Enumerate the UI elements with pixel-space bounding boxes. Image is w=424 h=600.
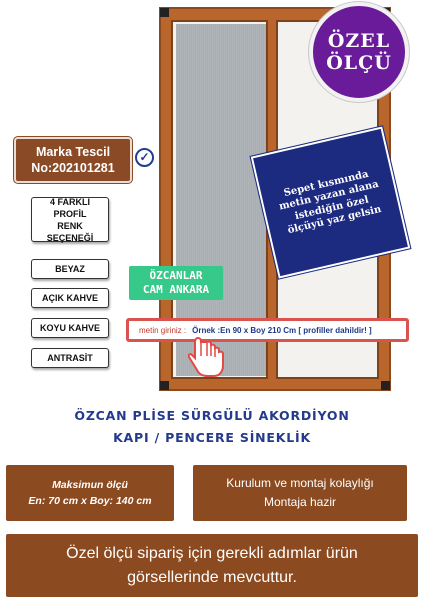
stamp-line-2: CAM ANKARA bbox=[142, 283, 210, 296]
option-beyaz[interactable] bbox=[31, 259, 109, 279]
max-size-box bbox=[6, 465, 174, 521]
check-circle-icon: ✓ bbox=[135, 148, 154, 167]
color-options-title bbox=[31, 197, 109, 242]
installation-line-2: Montaja hazir bbox=[263, 495, 337, 509]
product-title-line-1: ÖZCAN PLİSE SÜRGÜLÜ AKORDİYON bbox=[74, 408, 350, 423]
product-title-line-2: KAPI / PENCERE SİNEKLİK bbox=[113, 430, 311, 445]
option-koyu-kahve[interactable] bbox=[31, 318, 109, 338]
brand-line-2: No:202101281 bbox=[31, 161, 115, 175]
badge-line-2: ÖLÇÜ bbox=[326, 52, 392, 74]
product-title bbox=[0, 405, 424, 449]
brand-line-1: Marka Tescil bbox=[35, 145, 111, 159]
option-koyu-kahve-label: KOYU KAHVE bbox=[39, 323, 100, 333]
custom-size-badge bbox=[309, 2, 409, 102]
option-acik-kahve-label: AÇIK KAHVE bbox=[41, 293, 98, 303]
text-input-label: metin giriniz : bbox=[139, 325, 187, 335]
frame-corner-bottom-right bbox=[381, 381, 390, 390]
installation-line-1: Kurulum ve montaj kolaylığı bbox=[226, 476, 374, 490]
text-input-example: Örnek :En 90 x Boy 210 Cm [ profiller dahildir! ] bbox=[192, 325, 372, 335]
hand-pointer-icon bbox=[188, 336, 228, 380]
max-size-label: Maksimun ölçü bbox=[52, 479, 128, 491]
option-beyaz-label: BEYAZ bbox=[55, 264, 85, 274]
order-steps-text: Özel ölçü sipariş için gerekli adımlar ürün görsellerinde mevcuttur. bbox=[66, 544, 358, 586]
stamp-line-1: ÖZCANLAR bbox=[149, 269, 203, 282]
option-antrasit[interactable] bbox=[31, 348, 109, 368]
frame-corner-bottom-left bbox=[160, 381, 169, 390]
option-antrasit-label: ANTRASİT bbox=[47, 353, 93, 363]
brand-registration-box bbox=[14, 137, 132, 183]
company-stamp bbox=[129, 266, 223, 300]
installation-box bbox=[193, 465, 407, 521]
instruction-note-text: Sepet kısmında metin yazan alana istediğin özel ölçüyü yaz gelsin bbox=[278, 168, 383, 237]
frame-corner-top-left bbox=[160, 8, 169, 17]
badge-line-1: ÖZEL bbox=[327, 30, 391, 52]
max-size-value: En: 70 cm x Boy: 140 cm bbox=[28, 495, 152, 507]
color-options-title-text: 4 FARKLI PROFİL RENK SEÇENEĞİ bbox=[46, 196, 94, 243]
option-acik-kahve[interactable] bbox=[31, 288, 109, 308]
order-steps-box bbox=[6, 534, 418, 597]
example-text-input[interactable] bbox=[126, 318, 409, 342]
